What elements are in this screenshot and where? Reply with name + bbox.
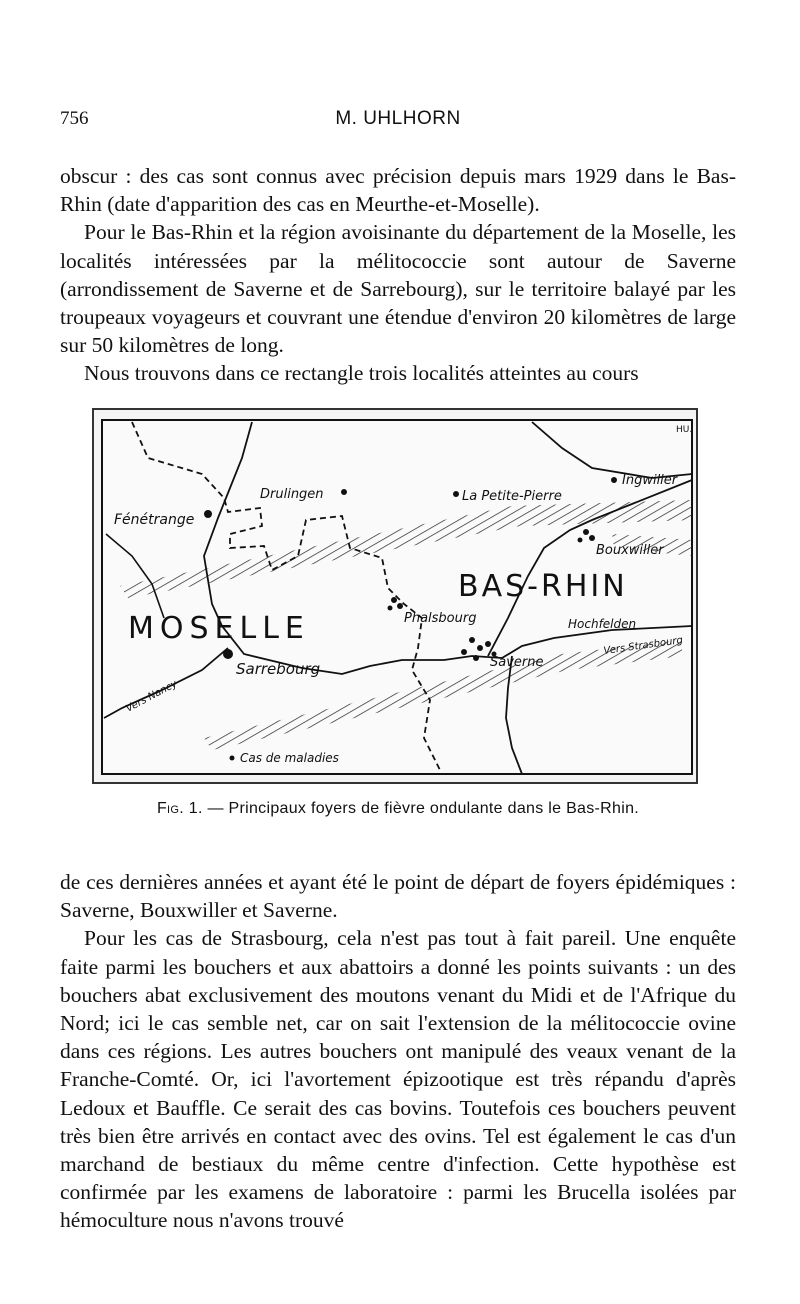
label-vers-nancy: Vers Nancy [124, 678, 180, 715]
body-text-bottom [60, 868, 736, 1235]
label-saverne: Saverne [490, 655, 544, 670]
page-number: 756 [60, 108, 89, 129]
label-bouxwiller: Bouxwiller [596, 543, 664, 558]
paragraph: Nous trouvons dans ce rectangle trois localités atteintes au cours [84, 361, 639, 386]
label-bas-rhin: BAS-RHIN [458, 569, 628, 604]
label-moselle: MOSELLE [128, 611, 310, 646]
legend-label: Cas de maladies [240, 751, 339, 765]
label-ingwiller: Ingwiller [622, 473, 678, 488]
paragraph: Pour les cas de Strasbourg, cela n'est pas tout à fait pareil. Une enquête faite parmi les bouchers et aux abattoirs a donné les points suivants : un des bouchers abat exclusivement des moutons venant du Midi et de l'Afrique du Nord; ici le cas semble net, car on sait l'extension de la mélitococcie ovine dans ces régions. Les autres bouchers ont manipulé des veaux venant de la Franche-Comté. Or, ici l'avortement épizootique est très répandu d'après Ledoux et Bauffle. Ce serait des cas bovins. Toutefois ces bouchers peuvent très bien être arrivés en contact avec des ovins. Tel est également le cas d'un marchand de bestiaux du même centre d'infection. Cette hypothèse est confirmée par les examens de laboratoire : parmi les Brucella isolées par hémoculture nous n'avons trouvé [60, 926, 736, 1233]
map-svg [92, 408, 698, 784]
author-mark: HU. [676, 425, 693, 435]
label-drulingen: Drulingen [260, 487, 324, 502]
caption-figure-number: Fig. 1. [156, 800, 203, 817]
label-hochfelden: Hochfelden [568, 617, 637, 631]
label-vers-strasbourg: Vers Strasbourg [602, 634, 684, 657]
label-phalsbourg: Phalsbourg [404, 611, 477, 626]
paragraph: obscur : des cas sont connus avec précision depuis mars 1929 dans le Bas-Rhin (date d'apparition des cas en Meurthe-et-Moselle). [60, 164, 736, 217]
page-header [60, 108, 736, 138]
legend-dot [230, 756, 235, 761]
paragraph: de ces dernières années et ayant été le point de départ de foyers épidémiques : Saverne, Bouxwiller et Saverne. [60, 870, 736, 923]
label-fenetrange: Fénétrange [114, 512, 195, 528]
label-la-petite-pierre: La Petite-Pierre [462, 489, 562, 504]
label-sarrebourg: Sarrebourg [236, 660, 321, 678]
caption-text: — Principaux foyers de fièvre ondulante dans le Bas-Rhin. [207, 800, 640, 817]
paragraph: Pour le Bas-Rhin et la région avoisinante du département de la Moselle, les localités intéressées par la mélitococcie sont autour de Saverne (arrondissement de Saverne et de Sarrebourg), sur le territoire balayé par les troupeaux voyageurs et couvrant une étendue d'environ 20 kilomètres de large sur 50 kilomètres de long. [60, 220, 736, 358]
figure-caption [60, 800, 736, 818]
running-head: M. UHLHORN [335, 108, 461, 129]
body-text-top [60, 162, 736, 388]
map-figure [92, 408, 698, 784]
